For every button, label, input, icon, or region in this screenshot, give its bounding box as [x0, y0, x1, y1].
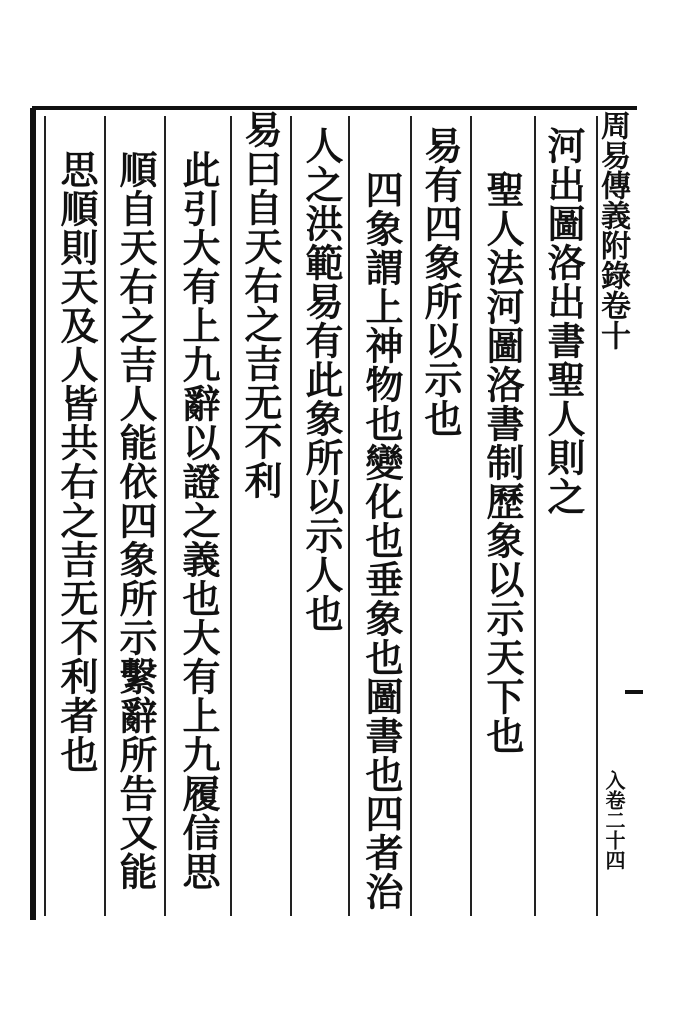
column-rule — [348, 116, 350, 916]
frame-left-border — [30, 108, 36, 920]
text-column-5: 人之洪範易有此象所以示人也 — [299, 126, 344, 633]
text-column-9: 思順則天及人皆共右之吉无不利者也 — [54, 150, 99, 774]
text-column-7: 此引大有上九辭以證之義也大有上九履信思 — [176, 150, 221, 891]
frame-inner-rule — [44, 116, 46, 916]
text-column-6: 易曰自天右之吉无不利 — [238, 110, 283, 500]
text-column-4: 四象謂上神物也變化也垂象也圖書也四者治 — [359, 170, 404, 911]
column-rule — [164, 116, 166, 916]
text-column-1: 河出圖洛出書聖人則之 — [541, 126, 586, 516]
column-rule — [230, 116, 232, 916]
text-column-3: 易有四象所以示也 — [418, 126, 463, 438]
column-rule — [410, 116, 412, 916]
column-rule — [104, 116, 106, 916]
text-column-8: 順自天右之吉人能依四象所示繫辭所告又能 — [113, 150, 158, 891]
margin-mark — [625, 690, 643, 694]
column-rule — [470, 116, 472, 916]
margin-book-title: 周易傳義附錄卷十 — [595, 110, 630, 350]
text-column-2: 聖人法河圖洛書制歷象以示天下也 — [480, 170, 525, 755]
column-rule — [534, 116, 536, 916]
margin-page-reference: 入卷二十四 — [602, 770, 626, 870]
column-rule — [290, 116, 292, 916]
